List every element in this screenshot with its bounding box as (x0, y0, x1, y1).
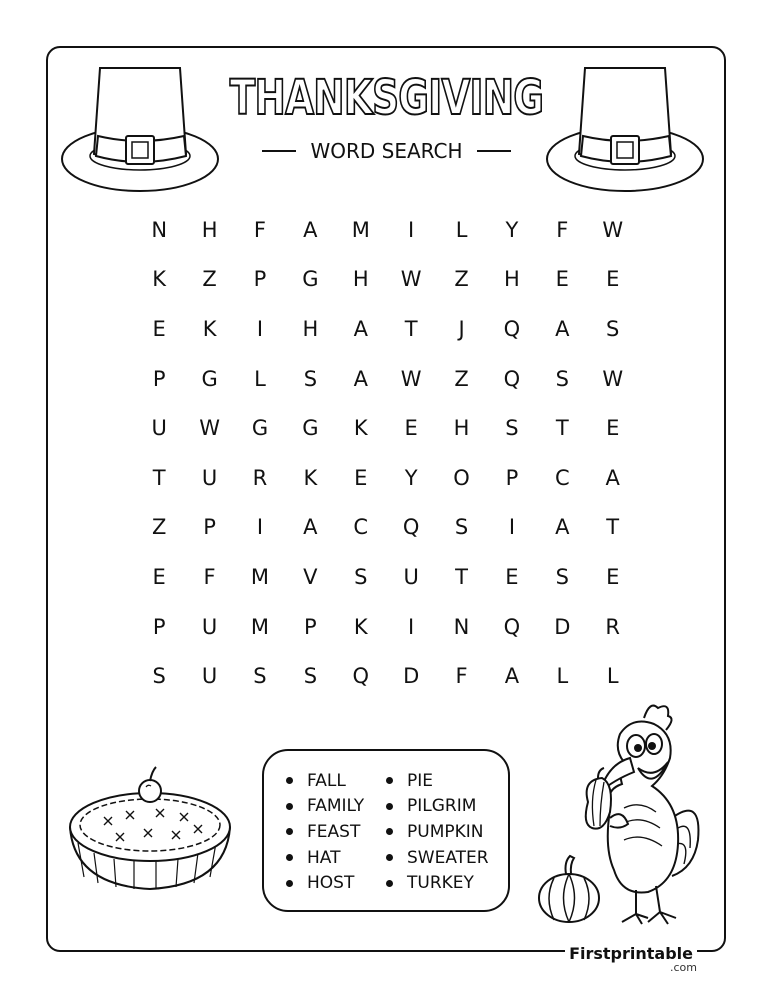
grid-letter: E (505, 564, 519, 589)
grid-letter: P (304, 614, 317, 639)
grid-letter: E (606, 416, 620, 441)
bullet-icon (386, 854, 393, 861)
grid-letter: G (251, 416, 269, 441)
grid-letter: E (152, 316, 166, 341)
grid-letter: A (303, 515, 318, 540)
brand-domain: .com (670, 961, 697, 974)
brand-name: Firstprintable (565, 944, 697, 963)
grid-letter: T (555, 416, 569, 441)
grid-letter: H (201, 217, 218, 242)
grid-letter: D (403, 664, 420, 689)
grid-letter: Y (404, 465, 418, 490)
grid-letter: M (250, 564, 270, 589)
word-list-left (286, 768, 364, 896)
word-label: PIE (407, 770, 434, 791)
grid-letter: C (554, 465, 570, 490)
grid-letter: K (152, 267, 167, 292)
grid-letter: G (302, 416, 319, 441)
grid-letter: W (400, 366, 422, 391)
word-list-item (286, 845, 364, 871)
grid-letter: R (252, 465, 268, 490)
subtitle-rule-right (477, 150, 511, 152)
grid-letter: W (602, 217, 624, 242)
grid-letter: T (606, 515, 620, 540)
grid-letter: V (303, 564, 318, 589)
grid-letter: W (602, 366, 624, 391)
word-list-right (386, 768, 489, 896)
grid-letter: A (303, 217, 318, 242)
word-label: PILGRIM (407, 796, 477, 817)
bullet-icon (386, 828, 393, 835)
grid-letter: Z (202, 267, 217, 292)
grid-letter: P (505, 465, 519, 490)
grid-letter: M (250, 614, 270, 639)
grid-letter: I (256, 515, 264, 540)
grid-letter: K (353, 614, 368, 639)
word-list-item (386, 819, 489, 845)
grid-letter: Q (352, 664, 370, 689)
grid-letter: G (201, 366, 218, 391)
bullet-icon (386, 777, 393, 784)
grid-letter: A (353, 366, 368, 391)
grid-letter: U (201, 465, 218, 490)
word-list-box (262, 749, 510, 912)
grid-letter: F (253, 217, 267, 242)
grid-letter: L (254, 366, 266, 391)
grid-letter: S (555, 366, 569, 391)
word-list-item (386, 845, 489, 871)
grid-letter: S (454, 515, 469, 540)
bullet-icon (286, 803, 293, 810)
grid-letter: A (555, 515, 570, 540)
grid-letter: K (202, 316, 217, 341)
grid-letter: O (453, 465, 470, 490)
grid-letter: I (408, 217, 415, 242)
grid-letter: P (152, 614, 166, 639)
word-list-item (386, 794, 489, 820)
grid-letter: Z (454, 366, 469, 391)
grid-letter: U (403, 564, 419, 589)
grid-letter: Q (503, 316, 521, 341)
page-subtitle: WORD SEARCH (310, 139, 463, 163)
grid-letter: Z (152, 515, 167, 540)
grid-letter: S (253, 664, 267, 689)
grid-letter: F (203, 564, 216, 589)
grid-letter: I (408, 614, 415, 639)
grid-letter: E (555, 267, 569, 292)
word-label: HOST (307, 873, 355, 894)
grid-letter: I (508, 515, 516, 540)
grid-letter: E (404, 416, 418, 441)
grid-letter: T (404, 316, 418, 341)
grid-letter: L (606, 664, 619, 689)
grid-letter: E (354, 465, 368, 490)
grid-letter: Q (402, 515, 420, 540)
grid-letter: U (151, 416, 167, 441)
grid-letter: F (556, 217, 569, 242)
bullet-icon (386, 880, 393, 887)
word-list-item (286, 870, 364, 896)
bullet-icon (286, 854, 293, 861)
word-label: SWEATER (407, 847, 489, 868)
grid-letter: E (606, 564, 620, 589)
word-label: FAMILY (307, 796, 365, 817)
grid-letter: N (453, 614, 470, 639)
brand-logo (565, 944, 697, 974)
grid-letter: P (152, 366, 166, 391)
grid-letter: S (606, 316, 620, 341)
grid-letter: A (353, 316, 368, 341)
word-label: TURKEY (407, 873, 474, 894)
word-list-item (286, 794, 364, 820)
grid-letter: Y (505, 217, 519, 242)
grid-letter: P (253, 267, 267, 292)
grid-letter: Q (503, 614, 521, 639)
grid-letter: S (303, 366, 318, 391)
subtitle-row (0, 139, 773, 163)
grid-letter: L (455, 217, 468, 242)
word-list-item (286, 768, 364, 794)
grid-letter: H (352, 267, 369, 292)
grid-letter: T (455, 564, 468, 589)
grid-letter: M (351, 217, 370, 242)
grid-letter: T (152, 465, 166, 490)
grid-letter: A (605, 465, 620, 490)
word-label: PUMPKIN (407, 821, 484, 842)
grid-letter: S (303, 664, 318, 689)
bullet-icon (286, 880, 293, 887)
grid-letter: G (302, 267, 319, 292)
subtitle-rule-left (262, 150, 296, 152)
word-list-item (386, 870, 489, 896)
grid-letter: E (606, 267, 620, 292)
grid-letter: S (152, 664, 166, 689)
grid-letter: D (554, 614, 571, 639)
page-title: THANKSGIVING (229, 70, 544, 126)
pie-icon (64, 765, 236, 895)
word-label: FALL (307, 770, 346, 791)
grid-letter: W (400, 267, 422, 292)
grid-letter: H (504, 267, 520, 292)
bullet-icon (286, 777, 293, 784)
grid-letter: H (453, 416, 470, 441)
grid-letter: U (201, 664, 218, 689)
grid-letter: L (556, 664, 569, 689)
word-list-item (286, 819, 364, 845)
grid-letter: K (303, 465, 318, 490)
grid-letter: C (353, 515, 369, 540)
grid-letter: F (455, 664, 468, 689)
bullet-icon (286, 828, 293, 835)
word-list-item (386, 768, 489, 794)
grid-letter: N (151, 217, 168, 242)
grid-letter: A (555, 316, 570, 341)
grid-letter: S (354, 564, 368, 589)
grid-letter: I (256, 316, 264, 341)
grid-letter: J (458, 316, 465, 341)
word-label: HAT (307, 847, 341, 868)
grid-letter: S (555, 564, 569, 589)
grid-letter: P (203, 515, 216, 540)
grid-letter: K (353, 416, 368, 441)
grid-letter: Z (454, 267, 469, 292)
grid-letter: S (505, 416, 519, 441)
grid-letter: H (302, 316, 319, 341)
grid-letter: U (201, 614, 218, 639)
bullet-icon (386, 803, 393, 810)
grid-letter: Q (503, 366, 521, 391)
letter-grid (134, 205, 638, 701)
grid-letter: R (605, 614, 620, 639)
turkey-icon (544, 700, 706, 932)
grid-letter: A (504, 664, 520, 689)
grid-letter: W (199, 416, 220, 441)
word-label: FEAST (307, 821, 361, 842)
grid-letter: E (152, 564, 166, 589)
